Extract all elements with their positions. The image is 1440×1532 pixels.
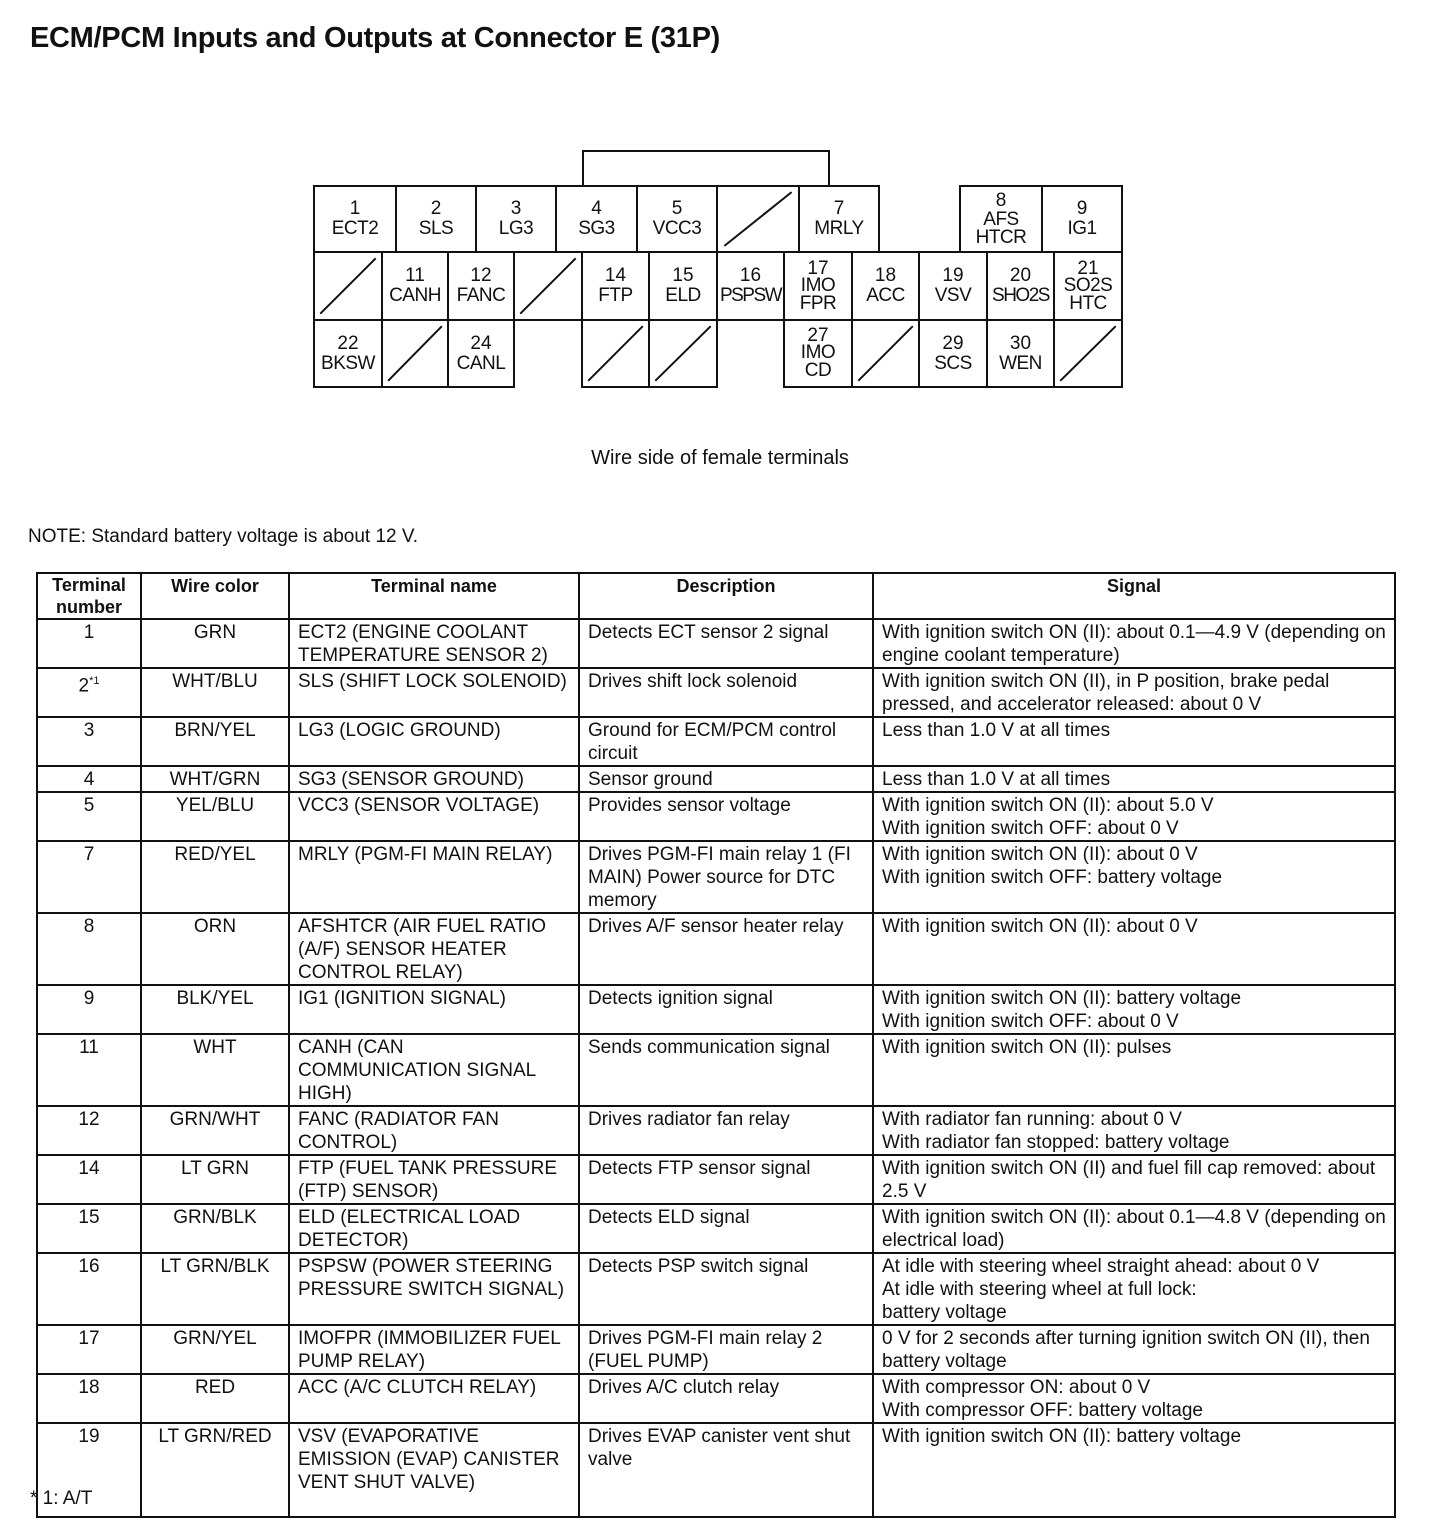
wire-color-cell: WHT/BLU — [141, 668, 289, 717]
header-terminal-name: Terminal name — [289, 573, 579, 619]
signal-cell: With ignition switch ON (II): pulses — [873, 1034, 1395, 1106]
wire-color-cell: RED — [141, 1374, 289, 1423]
terminal-14 — [581, 251, 650, 321]
signal-cell: With ignition switch ON (II): battery voltage — [873, 1423, 1395, 1517]
signal-cell: With ignition switch ON (II): about 0.1—4.8 V (depending on electrical load) — [873, 1204, 1395, 1253]
terminal-25-unused — [581, 319, 650, 388]
table-row — [37, 913, 1395, 985]
description-cell: Detects FTP sensor signal — [579, 1155, 873, 1204]
terminal-23-unused — [381, 319, 449, 388]
terminal-number: 20 — [1009, 265, 1032, 286]
terminal-number-cell: 14 — [37, 1155, 141, 1204]
terminal-number: 8 — [995, 190, 1007, 211]
terminal-number: 16 — [739, 265, 762, 286]
terminal-label: ELD — [665, 285, 701, 306]
connector-key — [582, 150, 830, 186]
terminal-label: MRLY — [814, 218, 864, 239]
terminal-name-cell: MRLY (PGM-FI MAIN RELAY) — [289, 841, 579, 913]
wire-color-cell: RED/YEL — [141, 841, 289, 913]
terminal-26-unused — [648, 319, 718, 388]
terminal-label: SCS — [934, 352, 972, 374]
terminal-number: 1 — [349, 198, 361, 219]
description-cell: Detects ELD signal — [579, 1204, 873, 1253]
header-terminal-number: Terminal number — [37, 573, 141, 619]
terminal-number: 4 — [591, 198, 602, 219]
terminal-number: 2 — [430, 198, 442, 219]
description-cell: Drives PGM-FI main relay 2 (FUEL PUMP) — [579, 1325, 873, 1374]
terminal-label: PSPSW — [719, 285, 782, 306]
terminal-label: BKSW — [321, 352, 375, 374]
terminal-31-unused — [1053, 319, 1123, 388]
wire-color-cell: GRN/YEL — [141, 1325, 289, 1374]
terminal-number-cell: 7 — [37, 841, 141, 913]
terminal-name-cell: ELD (ELECTRICAL LOAD DETECTOR) — [289, 1204, 579, 1253]
description-cell: Drives shift lock solenoid — [579, 668, 873, 717]
description-cell: Drives PGM-FI main relay 1 (FI MAIN) Power source for DTC memory — [579, 841, 873, 913]
signal-cell: With ignition switch ON (II): about 0 V — [873, 913, 1395, 985]
terminal-label: ECT2 — [331, 218, 379, 239]
terminal-name-cell: SG3 (SENSOR GROUND) — [289, 766, 579, 792]
table-row — [37, 841, 1395, 913]
wire-color-cell: LT GRN/BLK — [141, 1253, 289, 1325]
terminal-number: 29 — [942, 332, 964, 354]
footnote: * 1: A/T — [30, 1488, 93, 1509]
io-table — [36, 572, 1396, 1518]
terminal-number-cell: 11 — [37, 1034, 141, 1106]
terminal-30 — [986, 319, 1055, 388]
description-cell: Drives A/C clutch relay — [579, 1374, 873, 1423]
terminal-number: 30 — [1009, 332, 1032, 354]
terminal-label: CANH — [389, 285, 441, 306]
terminal-17 — [783, 251, 853, 321]
terminal-3 — [475, 185, 557, 253]
table-row — [37, 1253, 1395, 1325]
terminal-number-cell: 9 — [37, 985, 141, 1034]
terminal-label: SO2S HTC — [1063, 274, 1113, 314]
terminal-20 — [986, 251, 1055, 321]
terminal-name-cell: CANH (CAN COMMUNICATION SIGNAL HIGH) — [289, 1034, 579, 1106]
terminal-name-cell: AFSHTCR (AIR FUEL RATIO (A/F) SENSOR HEATER CONTROL RELAY) — [289, 913, 579, 985]
terminal-21 — [1053, 251, 1123, 321]
terminal-number-cell: 15 — [37, 1204, 141, 1253]
wire-color-cell: GRN — [141, 619, 289, 668]
terminal-label: LG3 — [498, 218, 534, 239]
description-cell: Detects ECT sensor 2 signal — [579, 619, 873, 668]
table-header-row — [37, 573, 1395, 619]
terminal-number: 14 — [604, 265, 627, 286]
description-cell: Sensor ground — [579, 766, 873, 792]
signal-cell: With ignition switch ON (II), in P position, brake pedal pressed, and accelerator released: about 0 V — [873, 668, 1395, 717]
description-cell: Drives radiator fan relay — [579, 1106, 873, 1155]
description-cell: Drives EVAP canister vent shut valve — [579, 1423, 873, 1517]
wire-color-cell: BLK/YEL — [141, 985, 289, 1034]
terminal-7 — [798, 185, 880, 253]
terminal-1 — [313, 185, 397, 253]
terminal-number: 17 — [807, 257, 829, 279]
terminal-13-unused — [513, 251, 583, 321]
terminal-8 — [959, 185, 1043, 253]
terminal-15 — [648, 251, 718, 321]
terminal-number: 24 — [470, 332, 492, 354]
terminal-name-cell: SLS (SHIFT LOCK SOLENOID) — [289, 668, 579, 717]
signal-cell: With ignition switch ON (II): battery voltage With ignition switch OFF: about 0 V — [873, 985, 1395, 1034]
terminal-name-cell: LG3 (LOGIC GROUND) — [289, 717, 579, 766]
terminal-number-cell: 1 — [37, 619, 141, 668]
wire-color-cell: GRN/BLK — [141, 1204, 289, 1253]
signal-cell: 0 V for 2 seconds after turning ignition switch ON (II), then battery voltage — [873, 1325, 1395, 1374]
terminal-number-cell: 16 — [37, 1253, 141, 1325]
terminal-19 — [918, 251, 988, 321]
table-row — [37, 668, 1395, 717]
terminal-name-cell: VSV (EVAPORATIVE EMISSION (EVAP) CANISTER VENT SHUT VALVE) — [289, 1423, 579, 1517]
terminal-number: 11 — [405, 265, 425, 286]
terminal-name-cell: PSPSW (POWER STEERING PRESSURE SWITCH SIGNAL) — [289, 1253, 579, 1325]
description-cell: Ground for ECM/PCM control circuit — [579, 717, 873, 766]
description-cell: Detects PSP switch signal — [579, 1253, 873, 1325]
terminal-11 — [381, 251, 449, 321]
terminal-name-cell: IMOFPR (IMMOBILIZER FUEL PUMP RELAY) — [289, 1325, 579, 1374]
terminal-label: CANL — [456, 352, 506, 374]
table-row — [37, 792, 1395, 841]
signal-cell: Less than 1.0 V at all times — [873, 766, 1395, 792]
terminal-number: 5 — [671, 198, 683, 219]
diagram-caption: Wire side of female terminals — [591, 447, 849, 469]
signal-cell: With ignition switch ON (II): about 5.0 V With ignition switch OFF: about 0 V — [873, 792, 1395, 841]
terminal-label: AFS HTCR — [975, 209, 1027, 248]
terminal-number-cell: 18 — [37, 1374, 141, 1423]
terminal-4 — [555, 185, 638, 253]
terminal-number-cell: 8 — [37, 913, 141, 985]
terminal-number: 9 — [1076, 198, 1088, 219]
terminal-12 — [447, 251, 515, 321]
io-table-body — [37, 619, 1395, 1517]
terminal-number: 12 — [470, 265, 492, 286]
signal-cell: With radiator fan running: about 0 V With radiator fan stopped: battery voltage — [873, 1106, 1395, 1155]
terminal-number: 22 — [337, 332, 359, 354]
signal-cell: With ignition switch ON (II): about 0.1—4.9 V (depending on engine coolant temperature) — [873, 619, 1395, 668]
terminal-label: VCC3 — [652, 218, 702, 239]
terminal-name-cell: ACC (A/C CLUTCH RELAY) — [289, 1374, 579, 1423]
terminal-label: FTP — [598, 285, 633, 306]
footnote-marker: *1 — [89, 675, 100, 687]
header-signal: Signal — [873, 573, 1395, 619]
terminal-label: IG1 — [1067, 218, 1097, 239]
terminal-number-cell: 4 — [37, 766, 141, 792]
table-row — [37, 1423, 1395, 1517]
table-row — [37, 766, 1395, 792]
page-title: ECM/PCM Inputs and Outputs at Connector E (31P) — [30, 22, 720, 54]
table-row — [37, 1204, 1395, 1253]
table-row — [37, 985, 1395, 1034]
description-cell: Drives A/F sensor heater relay — [579, 913, 873, 985]
signal-cell: With ignition switch ON (II) and fuel fill cap removed: about 2.5 V — [873, 1155, 1395, 1204]
table-row — [37, 619, 1395, 668]
terminal-label: IMO FPR — [799, 274, 837, 314]
terminal-label: SLS — [418, 218, 454, 239]
wire-color-cell: LT GRN — [141, 1155, 289, 1204]
terminal-number-cell: 5 — [37, 792, 141, 841]
terminal-number-cell: 2$^{*1}$ — [37, 668, 141, 717]
terminal-label: SG3 — [578, 218, 615, 239]
terminal-28-unused — [851, 319, 920, 388]
table-row — [37, 717, 1395, 766]
terminal-number: 19 — [942, 265, 964, 286]
terminal-number-cell: 19 — [37, 1423, 141, 1517]
description-cell: Detects ignition signal — [579, 985, 873, 1034]
terminal-number: 7 — [833, 198, 845, 219]
description-cell: Sends communication signal — [579, 1034, 873, 1106]
terminal-name-cell: IG1 (IGNITION SIGNAL) — [289, 985, 579, 1034]
terminal-label: SHO2S — [992, 285, 1049, 306]
terminal-18 — [851, 251, 920, 321]
terminal-number-cell: 12 — [37, 1106, 141, 1155]
terminal-27 — [783, 319, 853, 388]
table-row — [37, 1034, 1395, 1106]
battery-note: NOTE: Standard battery voltage is about 12 V. — [28, 526, 419, 547]
wire-color-cell: GRN/WHT — [141, 1106, 289, 1155]
terminal-label: ACC — [866, 285, 905, 306]
terminal-label: WEN — [999, 352, 1042, 374]
terminal-number: 3 — [510, 198, 522, 219]
signal-cell: With ignition switch ON (II): about 0 V With ignition switch OFF: battery voltage — [873, 841, 1395, 913]
wire-color-cell: ORN — [141, 913, 289, 985]
terminal-label: FANC — [456, 285, 506, 306]
terminal-22 — [313, 319, 383, 388]
terminal-number: 27 — [807, 325, 829, 346]
wire-color-cell: WHT/GRN — [141, 766, 289, 792]
header-wire-color: Wire color — [141, 573, 289, 619]
terminal-10-unused — [313, 251, 383, 321]
terminal-name-cell: ECT2 (ENGINE COOLANT TEMPERATURE SENSOR 2) — [289, 619, 579, 668]
terminal-name-cell: FANC (RADIATOR FAN CONTROL) — [289, 1106, 579, 1155]
terminal-label: VSV — [934, 285, 972, 306]
wire-color-cell: YEL/BLU — [141, 792, 289, 841]
description-cell: Provides sensor voltage — [579, 792, 873, 841]
terminal-label: IMO CD — [800, 342, 836, 381]
terminal-16 — [716, 251, 785, 321]
wire-color-cell: BRN/YEL — [141, 717, 289, 766]
wire-color-cell: LT GRN/RED — [141, 1423, 289, 1517]
table-row — [37, 1325, 1395, 1374]
terminal-5 — [636, 185, 718, 253]
terminal-6-unused — [716, 185, 800, 253]
signal-cell: Less than 1.0 V at all times — [873, 717, 1395, 766]
signal-cell: At idle with steering wheel straight ahead: about 0 V At idle with steering wheel at full lock: battery voltage — [873, 1253, 1395, 1325]
signal-cell: With compressor ON: about 0 V With compressor OFF: battery voltage — [873, 1374, 1395, 1423]
wire-color-cell: WHT — [141, 1034, 289, 1106]
terminal-9 — [1041, 185, 1123, 253]
terminal-number: 18 — [874, 265, 897, 286]
terminal-name-cell: VCC3 (SENSOR VOLTAGE) — [289, 792, 579, 841]
terminal-24 — [447, 319, 515, 388]
terminal-number: 21 — [1077, 257, 1099, 279]
table-row — [37, 1374, 1395, 1423]
table-row — [37, 1106, 1395, 1155]
terminal-29 — [918, 319, 988, 388]
terminal-number-cell: 3 — [37, 717, 141, 766]
header-description: Description — [579, 573, 873, 619]
terminal-number-cell: 17 — [37, 1325, 141, 1374]
terminal-name-cell: FTP (FUEL TANK PRESSURE (FTP) SENSOR) — [289, 1155, 579, 1204]
table-row — [37, 1155, 1395, 1204]
terminal-number: 15 — [672, 265, 694, 286]
terminal-2 — [395, 185, 477, 253]
